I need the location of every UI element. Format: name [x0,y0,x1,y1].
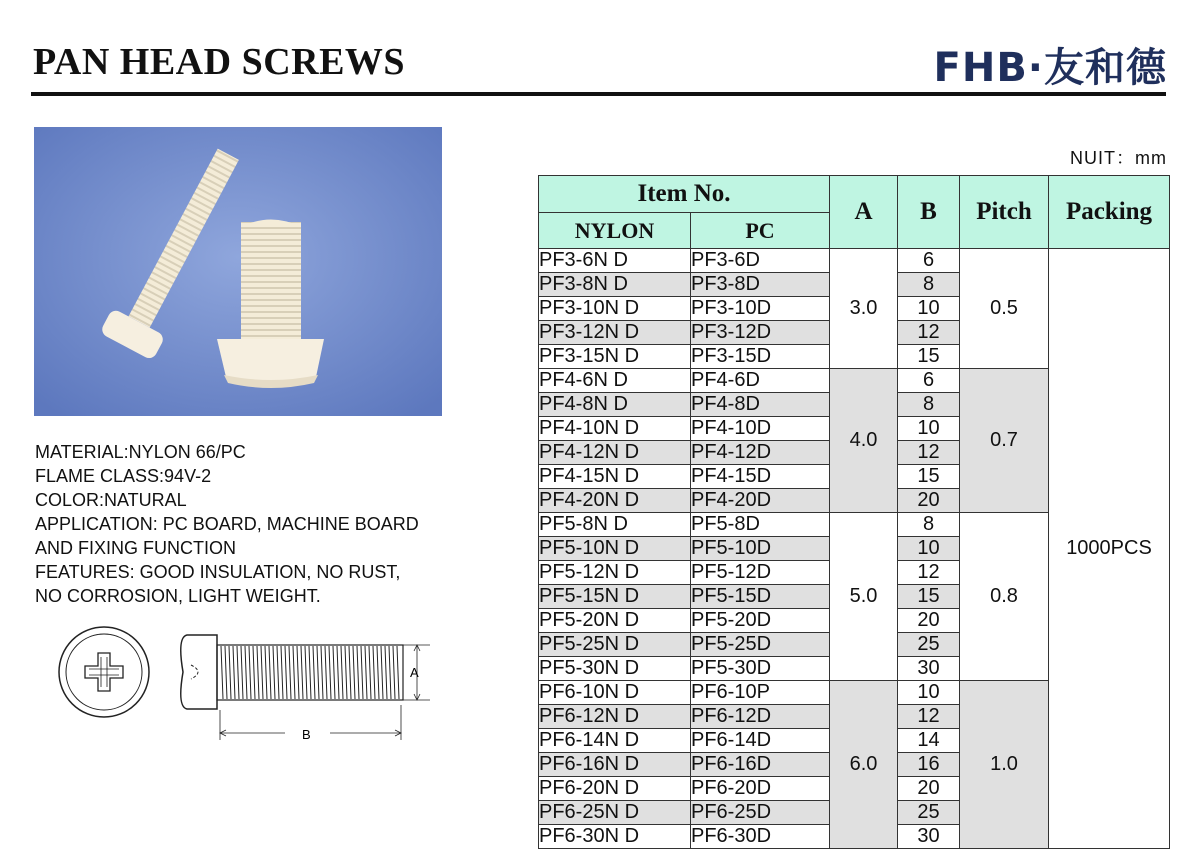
length-b-value: 30 [898,825,960,849]
nylon-part-number: PF5-10N D [539,537,691,561]
length-b-value: 20 [898,609,960,633]
pc-part-number: PF6-30D [691,825,830,849]
header-a: A [830,176,898,249]
header-divider [31,92,1166,96]
nylon-part-number: PF6-10N D [539,681,691,705]
nylon-part-number: PF6-30N D [539,825,691,849]
nylon-part-number: PF3-6N D [539,249,691,273]
nylon-part-number: PF4-12N D [539,441,691,465]
header-packing: Packing [1049,176,1170,249]
pc-part-number: PF3-6D [691,249,830,273]
spec-line: FLAME CLASS:94V-2 [35,466,212,486]
diameter-a-value: 3.0 [830,249,898,369]
nylon-part-number: PF3-8N D [539,273,691,297]
screw-diagram [55,615,435,755]
length-b-value: 10 [898,417,960,441]
spec-table-body [539,249,1170,849]
pc-part-number: PF5-10D [691,537,830,561]
pc-part-number: PF5-15D [691,585,830,609]
header-nylon: NYLON [539,213,691,249]
nylon-part-number: PF3-15N D [539,345,691,369]
header-pc: PC [691,213,830,249]
length-b-value: 15 [898,465,960,489]
nylon-part-number: PF4-15N D [539,465,691,489]
length-b-value: 25 [898,801,960,825]
pc-part-number: PF6-14D [691,729,830,753]
length-b-value: 10 [898,681,960,705]
pc-part-number: PF3-15D [691,345,830,369]
pc-part-number: PF3-10D [691,297,830,321]
pc-part-number: PF6-20D [691,777,830,801]
pc-part-number: PF5-12D [691,561,830,585]
length-b-value: 8 [898,513,960,537]
spec-line: NO CORROSION, LIGHT WEIGHT. [35,586,321,606]
unit-label: NUIT：mm [1070,148,1167,168]
pc-part-number: PF3-8D [691,273,830,297]
length-b-value: 12 [898,705,960,729]
pc-part-number: PF5-30D [691,657,830,681]
pc-part-number: PF4-15D [691,465,830,489]
header-item-no: Item No. [539,176,830,213]
length-b-value: 16 [898,753,960,777]
pitch-value: 0.5 [960,249,1049,369]
length-b-value: 15 [898,585,960,609]
nylon-part-number: PF3-12N D [539,321,691,345]
nylon-part-number: PF4-10N D [539,417,691,441]
diameter-a-value: 4.0 [830,369,898,513]
pc-part-number: PF5-20D [691,609,830,633]
diameter-a-value: 5.0 [830,513,898,681]
page-title: PAN HEAD SCREWS [33,41,406,83]
length-b-value: 30 [898,657,960,681]
nylon-part-number: PF6-14N D [539,729,691,753]
table-row [539,249,1170,273]
nylon-part-number: PF3-10N D [539,297,691,321]
spec-line: AND FIXING FUNCTION [35,538,236,558]
nylon-part-number: PF6-25N D [539,801,691,825]
spec-line: APPLICATION: PC BOARD, MACHINE BOARD [35,514,419,534]
length-b-value: 8 [898,393,960,417]
spec-table [538,175,1170,849]
nylon-part-number: PF6-20N D [539,777,691,801]
pc-part-number: PF4-20D [691,489,830,513]
length-b-value: 20 [898,489,960,513]
pc-part-number: PF4-6D [691,369,830,393]
length-b-value: 15 [898,345,960,369]
diameter-a-value: 6.0 [830,681,898,849]
header-b: B [898,176,960,249]
nylon-part-number: PF4-6N D [539,369,691,393]
packing-value: 1000PCS [1049,249,1170,849]
spec-line: MATERIAL:NYLON 66/PC [35,442,246,462]
nylon-part-number: PF6-16N D [539,753,691,777]
nylon-part-number: PF6-12N D [539,705,691,729]
header-pitch: Pitch [960,176,1049,249]
nylon-part-number: PF5-15N D [539,585,691,609]
length-b-value: 8 [898,273,960,297]
length-b-value: 10 [898,537,960,561]
nylon-part-number: PF5-8N D [539,513,691,537]
pc-part-number: PF6-10P [691,681,830,705]
length-b-value: 12 [898,321,960,345]
length-b-value: 14 [898,729,960,753]
nylon-part-number: PF4-8N D [539,393,691,417]
length-b-value: 12 [898,561,960,585]
pitch-value: 0.7 [960,369,1049,513]
pc-part-number: PF6-12D [691,705,830,729]
nylon-part-number: PF5-20N D [539,609,691,633]
spec-line: COLOR:NATURAL [35,490,187,510]
dimension-a-label: A [410,665,419,680]
nylon-screws-photo [34,127,442,416]
pc-part-number: PF3-12D [691,321,830,345]
nylon-part-number: PF5-12N D [539,561,691,585]
length-b-value: 6 [898,369,960,393]
pc-part-number: PF4-12D [691,441,830,465]
spec-notes [35,440,419,608]
length-b-value: 25 [898,633,960,657]
length-b-value: 12 [898,441,960,465]
length-b-value: 20 [898,777,960,801]
dimension-b-label: B [302,727,311,742]
pitch-value: 1.0 [960,681,1049,849]
pc-part-number: PF5-25D [691,633,830,657]
pc-part-number: PF6-25D [691,801,830,825]
length-b-value: 10 [898,297,960,321]
nylon-part-number: PF5-30N D [539,657,691,681]
pc-part-number: PF5-8D [691,513,830,537]
spec-line: FEATURES: GOOD INSULATION, NO RUST, [35,562,401,582]
pc-part-number: PF4-8D [691,393,830,417]
brand-logo: FHB·友和德 [933,45,1167,91]
length-b-value: 6 [898,249,960,273]
nylon-part-number: PF4-20N D [539,489,691,513]
nylon-part-number: PF5-25N D [539,633,691,657]
pitch-value: 0.8 [960,513,1049,681]
pc-part-number: PF4-10D [691,417,830,441]
pc-part-number: PF6-16D [691,753,830,777]
